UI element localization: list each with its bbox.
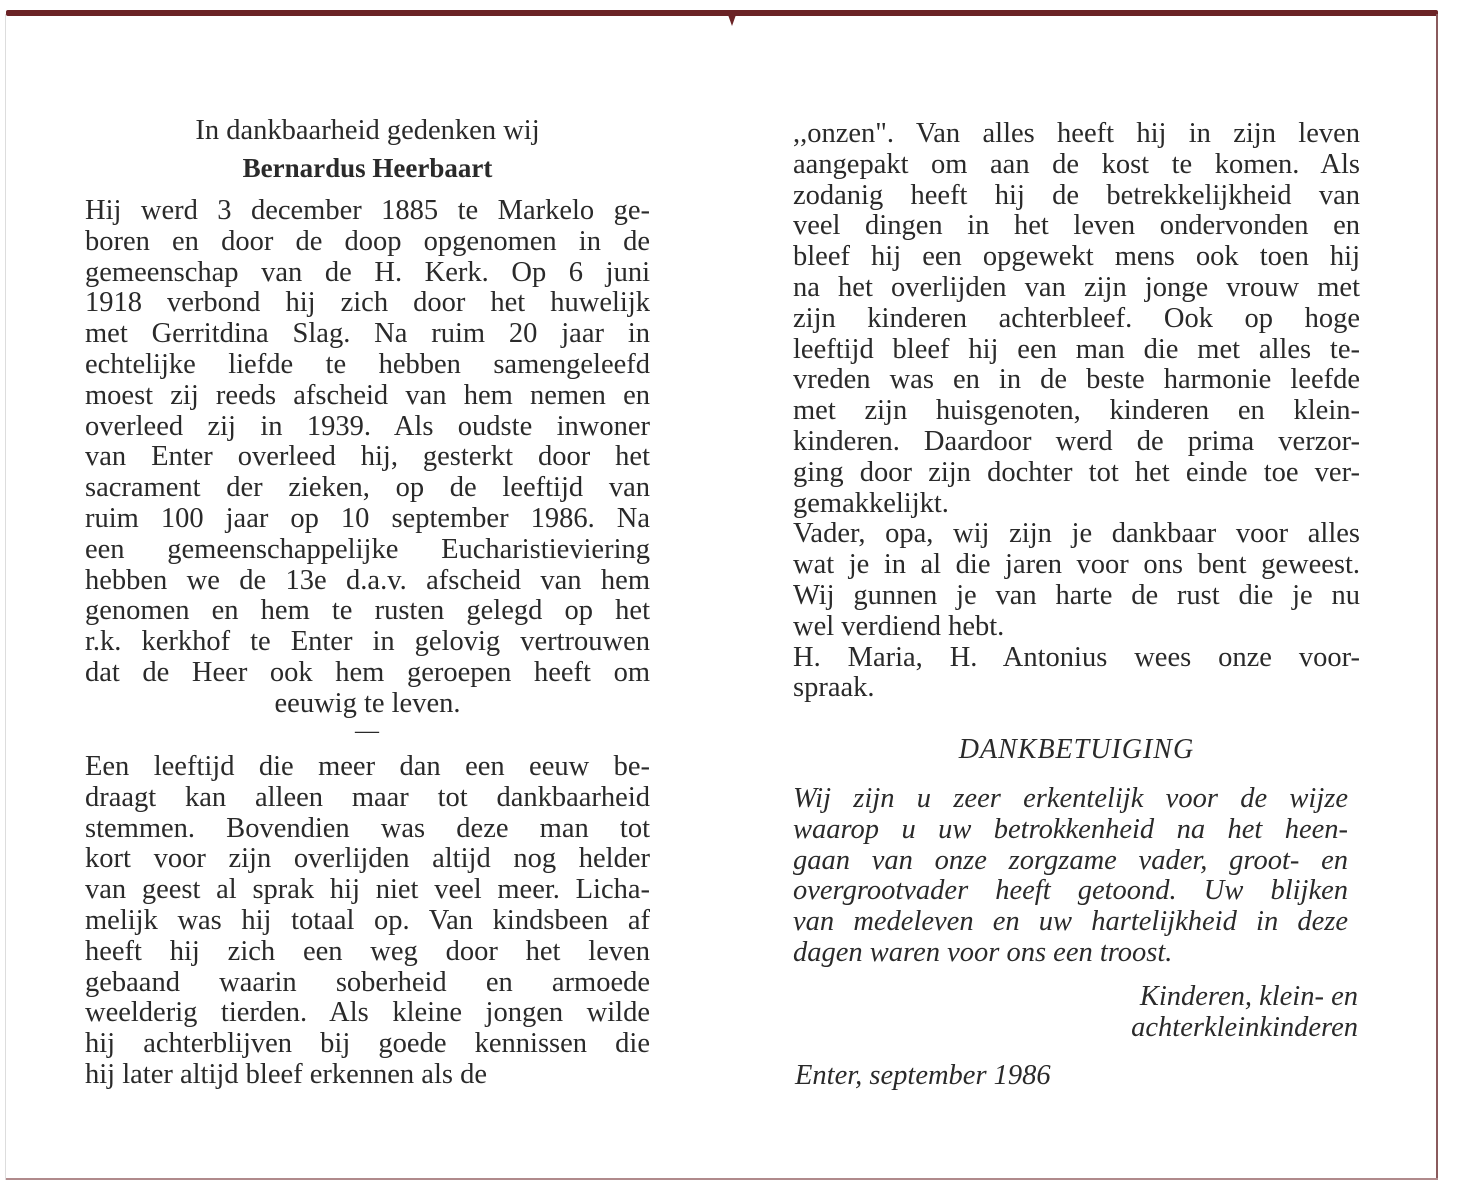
text-line: hebben we de 13e d.a.v. afscheid van hem — [85, 564, 650, 596]
text-line: stemmen. Bovendien was deze man tot — [85, 812, 650, 844]
text-line: na het overlijden van zijn jonge vrouw met — [793, 271, 1360, 303]
dankbetuiging-title: DANKBETUIGING — [958, 734, 1195, 765]
text-line: wat je in al die jaren voor ons bent geweest. — [793, 549, 1360, 581]
text-line: spraak. — [793, 672, 875, 704]
text-line: van geest al sprak hij niet veel meer. Licha- — [85, 874, 650, 906]
text-line: r.k. kerkhof te Enter in gelovig vertrouwen — [85, 626, 650, 658]
card-fold-notch — [727, 12, 737, 26]
separator-dash: — — [355, 718, 379, 744]
text-line: weelderig tierden. Als kleine jongen wilde — [85, 997, 650, 1029]
text-line: Vader, opa, wij zijn je dankbaar voor alles — [793, 518, 1360, 550]
text-line: met Gerritdina Slag. Na ruim 20 jaar in — [85, 318, 650, 350]
text-line: zijn kinderen achterbleef. Ook op hoge — [793, 302, 1360, 334]
continued-paragraph — [793, 119, 1360, 704]
card-right-edge — [1436, 14, 1438, 1180]
text-line: eeuwig te leven. — [274, 687, 461, 719]
left-page-text — [85, 196, 650, 720]
text-line: sacrament der zieken, op de leeftijd van — [85, 472, 650, 504]
text-line: gaan van onze zorgzame vader, groot- en — [793, 844, 1348, 876]
text-line: draagt kan alleen maar tot dankbaarheid — [85, 781, 650, 813]
text-line: een gemeenschappelijke Eucharistieviering — [85, 533, 650, 565]
text-line: genomen en hem te rusten gelegd op het — [85, 595, 650, 627]
text-line: melijk was hij totaal op. Van kindsbeen af — [85, 904, 650, 936]
text-line: hij achterblijven bij goede kennissen die — [85, 1028, 650, 1060]
text-line: overgrootvader heeft getoond. Uw blijken — [793, 875, 1348, 907]
text-line: aangepakt om aan de kost te komen. Als — [793, 148, 1360, 180]
text-line: Hij werd 3 december 1885 te Markelo ge- — [85, 195, 650, 226]
text-line: Een leeftijd die meer dan een eeuw be- — [85, 751, 650, 782]
text-line: bleef hij een opgewekt mens ook toen hij — [793, 241, 1360, 273]
deceased-name: Bernardus Heerbaart — [242, 153, 493, 183]
signature-line: Kinderen, klein- en — [1139, 981, 1358, 1012]
text-line: zodanig heeft hij de betrekkelijkheid van — [793, 179, 1360, 211]
text-line: H. Maria, H. Antonius wees onze voor- — [793, 641, 1360, 673]
text-line: vreden was en in de beste harmonie leefde — [793, 364, 1360, 396]
reflection-paragraph — [85, 752, 650, 1091]
text-line: ,,onzen". Van alles heeft hij in zijn leven — [793, 118, 1360, 149]
text-line: moest zij reeds afscheid van hem nemen en — [85, 379, 650, 411]
left-page-text-2 — [85, 752, 650, 1091]
intro-line: In dankbaarheid gedenken wij — [195, 115, 540, 146]
text-line: gemeenschap van de H. Kerk. Op 6 juni — [85, 256, 650, 288]
right-page-text — [793, 119, 1360, 704]
text-line: leeftijd bleef hij een man die met alles te- — [793, 333, 1360, 365]
text-line: dat de Heer ook hem geroepen heeft om — [85, 656, 650, 688]
text-line: Wij zijn u zeer erkentelijk voor de wijze — [793, 783, 1348, 814]
text-line: met zijn huisgenoten, kinderen en klein- — [793, 395, 1360, 427]
text-line: echtelijke liefde te hebben samengeleefd — [85, 348, 650, 380]
text-line: dagen waren voor ons een troost. — [793, 936, 1173, 968]
text-line: Wij gunnen je van harte de rust die je nu — [793, 579, 1360, 611]
text-line: veel dingen in het leven ondervonden en — [793, 210, 1360, 242]
signature — [1000, 982, 1358, 1044]
text-line: ging door zijn dochter tot het einde toe ver- — [793, 456, 1360, 488]
text-line: kort voor zijn overlijden altijd nog helder — [85, 843, 650, 875]
signature-line: achterkleinkinderen — [1131, 1011, 1358, 1043]
text-line: boren en door de doop opgenomen in de — [85, 225, 650, 257]
text-line: van Enter overleed hij, gesterkt door het — [85, 441, 650, 473]
text-line: overleed zij in 1939. Als oudste inwoner — [85, 410, 650, 442]
biography-paragraph — [85, 196, 650, 720]
text-line: gebaand waarin soberheid en armoede — [85, 966, 650, 998]
text-line: waarop u uw betrokkenheid na het heen- — [793, 813, 1348, 845]
text-line: wel verdiend hebt. — [793, 610, 1005, 642]
card-top-edge — [6, 10, 1438, 16]
card-bottom-edge — [6, 1178, 1438, 1180]
dankbetuiging-text — [793, 784, 1348, 969]
text-line: kinderen. Daardoor werd de prima verzor- — [793, 425, 1360, 457]
text-line: ruim 100 jaar op 10 september 1986. Na — [85, 502, 650, 534]
place-date: Enter, september 1986 — [795, 1060, 1051, 1091]
text-line: hij later altijd bleef erkennen als de — [85, 1058, 487, 1090]
text-line: gemakkelijkt. — [793, 487, 949, 519]
card-left-edge — [5, 14, 6, 1180]
text-line: heeft hij zich een weg door het leven — [85, 935, 650, 967]
text-line: 1918 verbond hij zich door het huwelijk — [85, 287, 650, 319]
text-line: van medeleven en uw hartelijkheid in deze — [793, 906, 1348, 938]
